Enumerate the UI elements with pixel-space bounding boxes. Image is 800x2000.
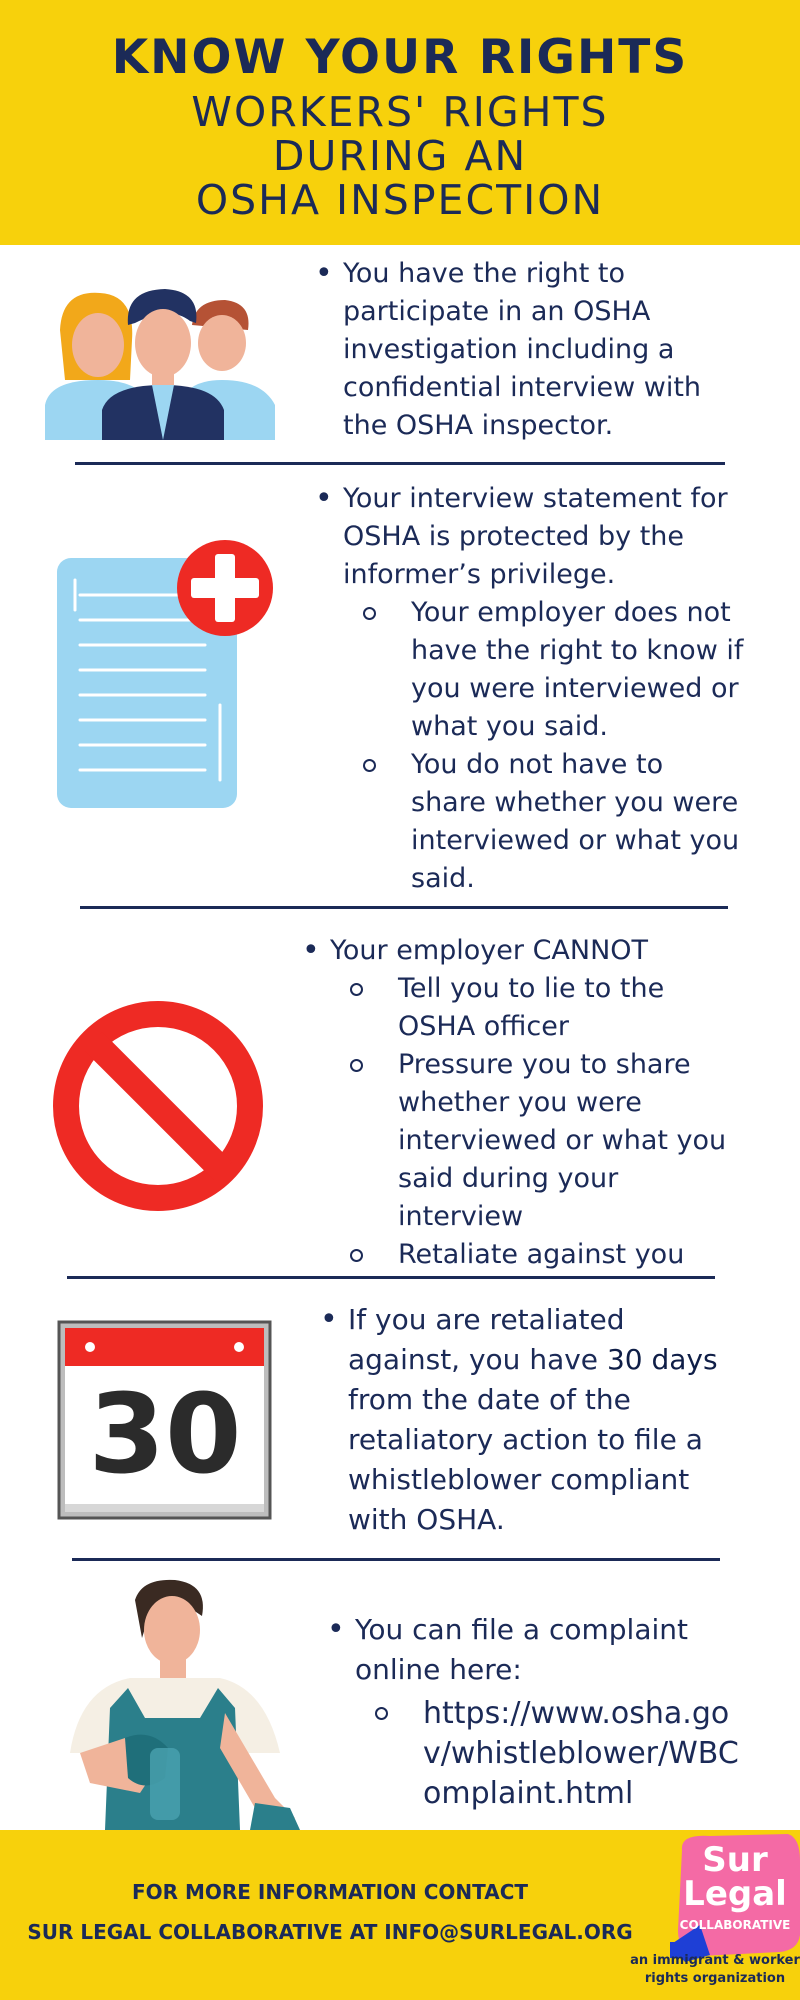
section-text xyxy=(302,932,742,1274)
header-banner xyxy=(0,0,800,245)
complaint-url-link[interactable]: https://www.osha.gov/whistleblower/WBComplaint.html xyxy=(375,1694,747,1814)
sub-bullet-item: Retaliate against you xyxy=(350,1236,742,1274)
section-text xyxy=(327,1610,747,1814)
worker-icon xyxy=(50,1578,305,1830)
footer-line: FOR MORE INFORMATION CONTACT xyxy=(131,1880,529,1904)
bullet-item xyxy=(302,932,742,1274)
logo-word: COLLABORATIVE xyxy=(679,1918,791,1932)
section-text xyxy=(315,255,735,445)
sub-bullet-item: You do not have to share whether you were interviewed or what you said. xyxy=(363,746,745,898)
footer-contact: SUR LEGAL COLLABORATIVE AT INFO@SURLEGAL.ORG xyxy=(27,1920,633,1944)
bullet-emphasis: 30 days xyxy=(606,1343,718,1376)
bullet-text: Your employer CANNOT xyxy=(330,935,649,966)
people-group-icon xyxy=(40,285,290,440)
logo-word: Sur xyxy=(702,1840,768,1880)
bullet-text: You can file a complaint online here: xyxy=(355,1613,688,1686)
calendar-number: 30 xyxy=(88,1370,242,1498)
bullet-text: from the date of the retaliatory action to file a whistleblower compliant with OSHA. xyxy=(348,1383,703,1536)
section-divider xyxy=(80,906,728,909)
bullet-item: • You have the right to participate in an OSHA investigation including a confidential interview with the OSHA inspector. xyxy=(315,255,735,445)
bullet-item xyxy=(320,1300,740,1540)
bullet-text: Your interview statement for OSHA is protected by the informer’s privilege. xyxy=(343,483,728,590)
logo-tagline: an immigrant & worker xyxy=(630,1953,800,1968)
sub-bullet-item: Your employer does not have the right to know if you were interviewed or what you said. xyxy=(363,594,745,746)
section-text xyxy=(315,480,745,898)
sub-bullet-item: Pressure you to share whether you were interviewed or what you said during your interview xyxy=(350,1046,742,1236)
section-divider xyxy=(75,462,725,465)
calendar-icon xyxy=(57,1320,272,1520)
subtitle-line: OSHA INSPECTION xyxy=(195,176,605,224)
sub-bullet-item: Tell you to lie to the OSHA officer xyxy=(350,970,742,1046)
document-plus-icon xyxy=(55,540,285,810)
logo-word: Legal xyxy=(683,1874,787,1914)
page-subtitle xyxy=(0,90,800,222)
logo-tagline: rights organization xyxy=(644,1971,786,1986)
section-divider xyxy=(67,1276,715,1279)
section-divider xyxy=(72,1558,720,1561)
bullet-item xyxy=(315,480,745,898)
section-text xyxy=(320,1300,740,1540)
prohibited-icon xyxy=(52,1000,264,1212)
bullet-item xyxy=(327,1610,747,1814)
bullet-text: If you are retaliated against, you have xyxy=(348,1303,625,1376)
page-title: KNOW YOUR RIGHTS xyxy=(111,30,689,85)
subtitle-line: DURING AN xyxy=(272,132,528,180)
subtitle-line: WORKERS' RIGHTS xyxy=(191,88,609,136)
